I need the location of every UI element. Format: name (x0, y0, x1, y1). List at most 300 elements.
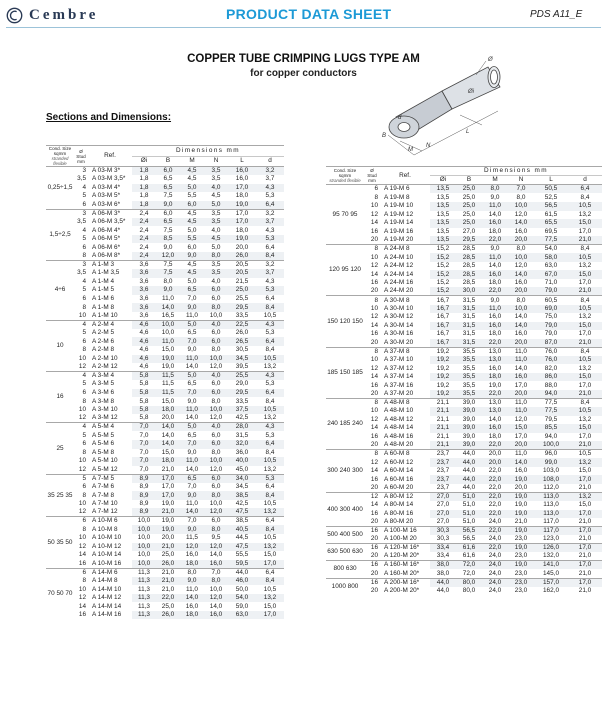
table-row (46, 346, 284, 355)
cell-d: 8,4 (568, 296, 602, 305)
cell-ref: A 14-M 16 (92, 611, 122, 619)
cell-l: 44,0 (228, 568, 256, 577)
cell-l: 17,0 (228, 218, 256, 227)
cell-ref: A 06-M 5* (92, 235, 121, 243)
cell-l: 50,0 (235, 585, 249, 593)
cell-l: 25,5 (228, 372, 256, 381)
cell-n: 16,0 (508, 373, 534, 382)
cell-d: 8,4 (256, 577, 284, 586)
cell-n: 20,0 (508, 441, 534, 450)
cell-cond-size (46, 423, 74, 474)
cell-d: 13,2 (578, 313, 592, 321)
cell-d: 4,3 (256, 184, 284, 193)
cell-n: 8,0 (508, 296, 534, 305)
lug-technical-drawing (380, 55, 515, 165)
cell-d: 10,5 (568, 202, 602, 211)
cell-n: 8,0 (204, 491, 228, 500)
cell-inner-diam: 19,2 (436, 381, 450, 389)
cell-inner-diam: 7,0 (132, 457, 156, 466)
table-row (46, 525, 284, 534)
cell-m: 6,5 (187, 329, 197, 337)
cell-m: 16,0 (488, 364, 502, 372)
table-row (46, 218, 284, 227)
cell-n: 12,0 (514, 262, 528, 270)
cell-b: 31,5 (462, 313, 476, 321)
table-row (326, 245, 602, 254)
cell-inner-diam: 19,2 (430, 373, 456, 382)
table-row (46, 602, 284, 611)
header-col-inner-diam: Øi (430, 176, 456, 185)
cell-n: 19,0 (508, 544, 534, 553)
cell-l: 87,0 (534, 339, 568, 348)
cell-d: 10,5 (256, 457, 284, 466)
cell-m: 5,5 (187, 192, 197, 200)
cell-d: 17,0 (256, 611, 284, 620)
cell-stud: 4 (82, 183, 86, 191)
cell-n: 20,0 (508, 287, 534, 296)
cell-d: 10,5 (263, 500, 277, 508)
cell-ref: A 14-M 8 (92, 577, 118, 585)
cell-inner-diam: 8,9 (132, 508, 156, 517)
cell-stud: 14 (78, 551, 86, 559)
cell-l: 47,5 (228, 508, 256, 517)
cell-inner-diam: 30,3 (436, 535, 450, 543)
cell-stud: 6 (82, 200, 86, 208)
cell-d: 15,0 (568, 373, 602, 382)
table-body-left (46, 167, 284, 620)
cell-ref: A 60-M 12 (384, 458, 414, 466)
cell-n: 6,0 (204, 337, 228, 346)
cell-stud: 12 (78, 542, 86, 550)
cell-n: 23,0 (514, 552, 528, 560)
cell-n: 6,0 (204, 517, 228, 526)
cell-n: 4,5 (204, 235, 228, 244)
cell-n: 9,5 (211, 534, 221, 542)
cell-stud: 10 (78, 534, 86, 542)
drawing-label-l: L (466, 129, 470, 135)
cell-m: 20,0 (482, 458, 508, 467)
cond-size-value: 185 (339, 420, 351, 428)
cell-ref: A 7-M 10 (92, 500, 118, 508)
cell-n: 8,0 (204, 577, 228, 586)
cell-stud: 14 (370, 321, 378, 329)
cond-size-value: 35 (65, 491, 73, 499)
cell-b: 11,5 (162, 380, 174, 388)
cond-size-value: 120 (350, 266, 361, 274)
cell-m: 22,0 (482, 544, 508, 553)
cond-size-value: 1,5÷2,5 (49, 230, 71, 238)
cell-b: 31,5 (462, 330, 476, 338)
cell-stud: 16 (364, 578, 380, 587)
cell-l: 39,5 (235, 363, 249, 371)
cell-d: 13,2 (263, 414, 277, 422)
cell-b: 6,5 (156, 218, 180, 227)
cell-inner-diam: 3,6 (139, 294, 149, 302)
cell-ref: A 19-M 16 (384, 227, 414, 235)
cond-size-value: 50 (47, 538, 55, 546)
cell-m: 11,0 (186, 585, 198, 593)
cell-b: 7,5 (163, 192, 173, 200)
cell-inner-diam: 30,3 (430, 527, 456, 536)
cell-ref: A 100-M 16 (380, 527, 430, 536)
cell-inner-diam: 5,8 (132, 406, 156, 415)
table-row (46, 543, 284, 552)
cell-ref: A 7-M 8 (92, 491, 115, 499)
cell-n: 8,0 (211, 397, 221, 405)
header-divider (6, 27, 601, 28)
cell-l: 141,0 (534, 561, 568, 570)
cell-inner-diam: 7,0 (139, 465, 149, 473)
cell-inner-diam: 15,2 (430, 287, 456, 296)
cell-d: 5,3 (256, 235, 284, 244)
cond-size-value: 35 (47, 491, 55, 499)
cell-m: 6,0 (180, 201, 204, 210)
cell-inner-diam: 13,5 (430, 202, 456, 211)
cell-d: 10,5 (568, 305, 602, 314)
cell-d: 21,0 (568, 390, 602, 399)
table-row (46, 457, 284, 466)
cell-n: 10,0 (209, 311, 223, 319)
cell-inner-diam: 11,3 (132, 611, 156, 620)
cell-l: 63,0 (228, 611, 256, 620)
table-row (46, 568, 284, 577)
cell-m: 14,0 (185, 465, 199, 473)
cell-inner-diam: 3,6 (132, 261, 156, 270)
cell-inner-diam: 2,4 (132, 235, 156, 244)
cell-stud: 12 (78, 465, 86, 473)
cell-cond-size (46, 320, 74, 371)
cell-d: 21,0 (578, 586, 592, 594)
cell-l: 38,5 (228, 517, 256, 526)
cell-m: 7,0 (187, 483, 197, 490)
cell-m: 22,0 (482, 287, 508, 296)
cell-n: 8,0 (516, 193, 526, 201)
cell-b: 17,0 (161, 483, 175, 490)
cond-size-value: 800 (347, 582, 359, 590)
cell-ref: A 37-M 8 (380, 347, 430, 356)
table-row (326, 424, 602, 433)
table-row (326, 493, 602, 502)
cell-l: 63,0 (544, 262, 558, 270)
cell-m: 6,5 (187, 380, 197, 388)
cell-stud: 6 (74, 568, 88, 577)
table-row (46, 303, 284, 312)
table-row (46, 380, 284, 389)
table-row (326, 501, 602, 510)
cell-d: 3,7 (265, 175, 275, 183)
cell-inner-diam: 7,0 (132, 423, 156, 432)
cell-d: 13,2 (578, 415, 592, 423)
cell-inner-diam: 1,8 (132, 201, 156, 210)
cell-n: 12,0 (209, 363, 223, 371)
cell-b: 8,5 (156, 235, 180, 244)
cell-inner-diam: 16,7 (430, 296, 456, 305)
cell-stud: 6 (364, 185, 380, 194)
cell-d: 8,4 (256, 303, 284, 312)
cell-d: 21,0 (568, 339, 602, 348)
cell-inner-diam: 2,4 (132, 252, 156, 261)
table-row (326, 322, 602, 331)
dimensions-table-left (46, 145, 284, 619)
cell-stud: 10 (78, 354, 86, 362)
cell-m: 9,0 (490, 193, 500, 201)
cell-ref: A 160-M 20* (384, 569, 420, 577)
cell-n: 3,5 (204, 261, 228, 270)
table-row (46, 175, 284, 184)
cell-b: 31,5 (456, 322, 482, 331)
table-row (46, 508, 284, 517)
cell-m: 7,0 (180, 440, 204, 449)
table-row (46, 278, 284, 287)
cell-l: 36,0 (235, 448, 249, 456)
table-row (46, 372, 284, 381)
cell-l: 79,0 (534, 322, 568, 331)
cell-cond-size (326, 561, 364, 578)
table-row (326, 211, 602, 220)
cell-ref: A 1-M 6 (92, 294, 115, 302)
cell-ref: A 24-M 16 (384, 279, 414, 287)
cell-b: 39,0 (456, 441, 482, 450)
table-row (46, 329, 284, 338)
cell-inner-diam: 21,1 (430, 441, 456, 450)
cell-inner-diam: 5,8 (139, 397, 149, 405)
cell-n: 10,0 (209, 500, 223, 508)
document-code: PDS A11_E (530, 9, 583, 20)
cell-n: 20,0 (508, 236, 534, 245)
cell-b: 51,0 (456, 493, 482, 502)
cell-ref: A 5-M 10 (92, 457, 118, 465)
cell-n: 11,0 (508, 450, 534, 459)
cell-m: 16,0 (482, 424, 508, 433)
cell-inner-diam: 10,0 (137, 551, 151, 559)
table-row (46, 431, 284, 440)
cell-cond-size (46, 261, 74, 321)
cell-m: 11,0 (186, 311, 198, 319)
cell-m: 5,0 (180, 423, 204, 432)
cell-m: 5,0 (187, 226, 197, 234)
cond-size-value: 35 (56, 538, 64, 546)
cell-m: 11,0 (186, 500, 198, 508)
cell-ref: A 30-M 16 (384, 330, 414, 338)
cell-l: 28,0 (228, 423, 256, 432)
cell-ref: A 160-M 16* (380, 561, 430, 570)
table-row (326, 475, 602, 484)
cell-m: 12,0 (180, 543, 204, 552)
cell-l: 88,0 (544, 381, 558, 389)
cell-d: 6,4 (256, 389, 284, 398)
cell-b: 7,5 (156, 261, 180, 270)
table-row (46, 363, 284, 372)
cell-d: 17,0 (568, 578, 602, 587)
table-row (326, 416, 602, 425)
cell-m: 6,5 (180, 286, 204, 295)
cell-d: 13,2 (578, 262, 592, 270)
cond-size-value: 120 (339, 317, 351, 325)
cell-n: 6,0 (211, 431, 221, 439)
table-row (46, 320, 284, 329)
cell-l: 103,0 (543, 467, 559, 475)
table-row (46, 414, 284, 423)
cell-inner-diam: 10,0 (132, 517, 156, 526)
cell-b: 10,0 (161, 329, 175, 337)
cell-n: 12,0 (209, 414, 223, 422)
table-row (46, 295, 284, 304)
cell-d: 5,3 (265, 192, 275, 200)
cell-d: 21,0 (568, 441, 602, 450)
cell-inner-diam: 2,4 (132, 218, 156, 227)
cell-stud: 8 (364, 347, 380, 356)
cond-size-value: 240 (327, 420, 338, 428)
cell-m: 13,0 (482, 407, 508, 416)
cell-ref: A 37-M 10 (384, 356, 414, 364)
cell-n: 23,0 (514, 586, 528, 594)
cell-n: 8,0 (211, 346, 221, 354)
cell-d: 8,4 (256, 525, 284, 534)
cell-stud: 12 (364, 493, 380, 502)
table-row (326, 364, 602, 373)
cell-inner-diam: 23,7 (430, 450, 456, 459)
header-col-m: M (482, 176, 508, 185)
cell-b: 19,0 (156, 525, 180, 534)
cell-b: 28,5 (456, 270, 482, 279)
cell-m: 13,0 (482, 399, 508, 408)
cell-ref: A 60-M 20 (384, 484, 414, 492)
cell-b: 35,5 (456, 390, 482, 399)
cell-d: 15,0 (578, 501, 592, 509)
drawing-label-b: B (382, 133, 387, 139)
cell-ref: A 5-M 5 (92, 431, 115, 439)
cell-ref: A 30-M 20 (384, 338, 414, 346)
cell-ref: A 1-M 4 (92, 277, 115, 285)
cell-d: 8,4 (256, 252, 284, 261)
table-row (326, 262, 602, 271)
cell-ref: A 30-M 14 (384, 321, 414, 329)
table-row (326, 279, 602, 288)
cell-d: 10,5 (568, 450, 602, 459)
cell-cond-size (326, 347, 364, 398)
cell-m: 14,0 (180, 594, 204, 603)
cell-n: 11,0 (508, 399, 534, 408)
cell-l: 86,0 (534, 373, 568, 382)
cell-m: 9,0 (180, 577, 204, 586)
cell-b: 39,0 (456, 399, 482, 408)
cell-b: 21,0 (156, 508, 180, 517)
cell-ref: A 14-M 10 (92, 585, 122, 593)
cond-size-value: 70 (341, 210, 349, 218)
cell-m: 6,5 (187, 431, 197, 439)
cell-m: 13,0 (482, 356, 508, 365)
cell-b: 6,5 (163, 175, 173, 183)
cell-b: 56,5 (456, 527, 482, 536)
cell-stud: 20 (370, 390, 378, 398)
cell-b: 31,5 (456, 296, 482, 305)
cell-inner-diam: 13,5 (430, 219, 456, 228)
cell-m: 5,5 (180, 235, 204, 244)
cell-ref: A 10-M 6 (88, 517, 132, 526)
cell-b: 15,0 (161, 448, 175, 456)
cell-d: 15,0 (568, 424, 602, 433)
cell-m: 9,0 (187, 448, 197, 456)
cond-size-value: 25 (56, 444, 64, 452)
cell-m: 9,0 (482, 245, 508, 254)
cell-stud: 8 (82, 491, 86, 499)
cell-d: 17,0 (568, 527, 602, 536)
header-col-l: L (228, 156, 256, 167)
cell-m: 24,0 (488, 518, 502, 526)
cell-m: 16,0 (185, 551, 199, 559)
cell-cond-size (46, 568, 74, 619)
cell-ref: A 80-M 14 (384, 501, 414, 509)
cell-d: 21,0 (578, 535, 592, 543)
cell-m: 11,0 (180, 355, 204, 364)
cell-l: 113,0 (534, 493, 568, 502)
cell-n: 4,0 (204, 372, 228, 381)
cell-b: 51,0 (462, 501, 476, 509)
cell-inner-diam: 4,6 (132, 337, 156, 346)
cell-inner-diam: 3,6 (139, 277, 149, 285)
cell-d: 13,2 (256, 594, 284, 603)
cell-l: 157,0 (534, 578, 568, 587)
cell-n: 5,0 (204, 201, 228, 210)
cell-l: 20,5 (228, 269, 256, 278)
cell-m: 11,5 (186, 534, 198, 542)
cell-b: 21,0 (161, 585, 175, 593)
cell-ref: A 3-M 10 (92, 406, 118, 414)
cond-size-value: 95 (332, 210, 340, 218)
cell-stud: 16 (370, 227, 378, 235)
cell-b: 25,0 (462, 210, 476, 218)
cell-b: 28,5 (456, 253, 482, 262)
cell-ref: A 03-M 3* (88, 167, 132, 176)
cell-b: 7,5 (163, 226, 173, 234)
cell-n: 12,0 (204, 594, 228, 603)
cell-m: 5,0 (180, 320, 204, 329)
cell-inner-diam: 21,1 (436, 415, 450, 423)
cell-inner-diam: 5,8 (139, 380, 149, 388)
cell-cond-size (326, 399, 364, 450)
cell-ref: A 5-M 6 (92, 440, 115, 448)
cell-d: 8,4 (568, 245, 602, 254)
cell-b: 21,0 (156, 543, 180, 552)
cell-b: 19,0 (156, 517, 180, 526)
cell-n: 10,0 (508, 305, 534, 314)
cell-n: 10,0 (204, 406, 228, 415)
table-row (46, 560, 284, 569)
cell-n: 14,0 (209, 551, 223, 559)
cell-ref: A 48-M 16 (384, 433, 414, 440)
cell-inner-diam: 11,3 (132, 568, 156, 577)
cell-l: 34,5 (228, 355, 256, 364)
cell-n: 19,0 (508, 475, 534, 484)
cell-b: 14,0 (156, 303, 180, 312)
cell-l: 77,5 (534, 407, 568, 416)
cell-n: 21,0 (514, 518, 528, 526)
cell-n: 4,0 (204, 320, 228, 329)
cell-m: 19,0 (488, 381, 502, 389)
header-col-m: M (180, 156, 204, 167)
cond-size-value: 25 (56, 491, 64, 499)
cell-b: 51,0 (456, 510, 482, 519)
cell-stud: 5 (82, 286, 86, 294)
cell-ref: A 2-M 4 (88, 320, 132, 329)
cell-d: 5,3 (256, 286, 284, 295)
cell-inner-diam: 5,8 (132, 389, 156, 398)
cell-stud: 4 (74, 320, 88, 329)
cell-ref: A 200-M 16* (380, 578, 430, 587)
cond-size-value: 4÷6 (54, 286, 66, 294)
cell-b: 26,0 (156, 611, 180, 620)
cell-n: 3,5 (211, 175, 221, 183)
